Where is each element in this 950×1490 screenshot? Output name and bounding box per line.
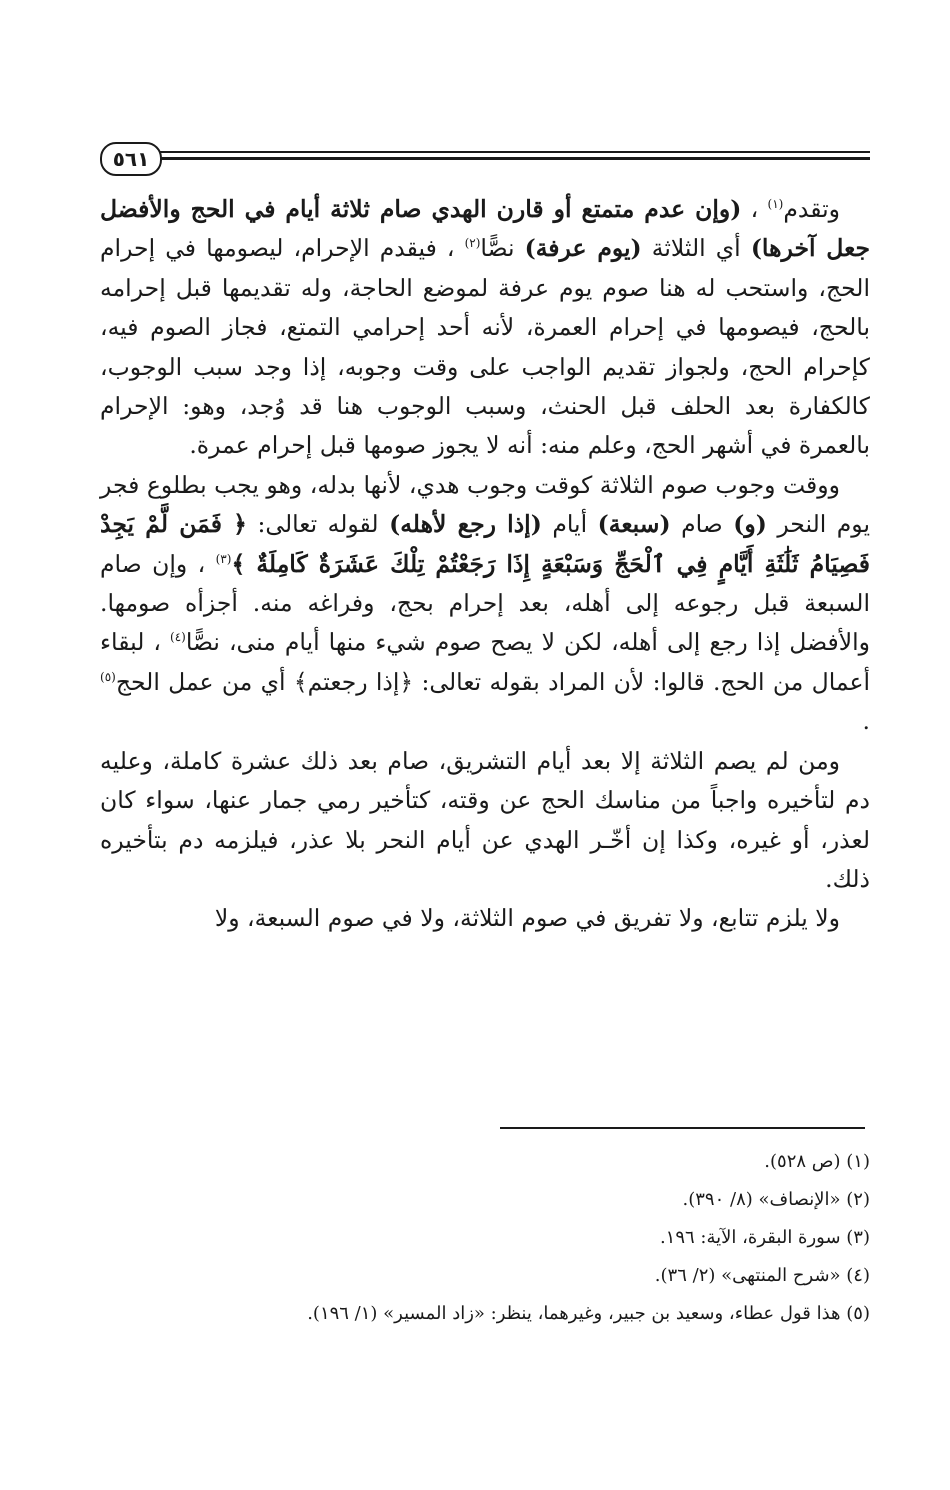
paragraph-1 (100, 190, 870, 466)
text-run: لقوله تعالى: (246, 510, 390, 539)
header-rule (158, 151, 870, 153)
footnote-2: (٢) «الإنصاف» (٨/ ٣٩٠). (682, 1189, 870, 1210)
text-run: أيام (541, 510, 598, 539)
footnotes (100, 1143, 870, 1333)
text-run: أي من عمل الحج (115, 667, 294, 696)
footnote-separator (500, 1127, 865, 1129)
text-run: ، لبقاء أعمال من الحج. قالوا: لأن المراد بقوله تعالى: (100, 628, 871, 696)
paragraph-3: ومن لم يصم الثلاثة إلا بعد أيام التشريق، صام بعد ذلك عشرة كاملة، وعليه دم لتأخيره واجباً من مناسك الحج عن وقته، كتأخير رمي جمار عنها، سواء كان لعذر، أو غيره، وكذا إن أخّـر الهدي عن أيام النحر بلا عذر، فيلزمه دم بتأخيره ذلك. (100, 746, 870, 893)
matn-bold-text: (إذا رجع لأهله) (389, 510, 542, 539)
footnote-1: (١) (ص ٥٢٨). (764, 1151, 870, 1172)
header-rule-thick (158, 157, 870, 160)
matn-bold-text: (يوم عرفة) (524, 234, 642, 263)
text-run: ووقت وجوب صوم الثلاثة كوقت وجوب هدي، لأنها بدله، وهو يجب بطلوع فجر يوم النحر (100, 470, 870, 539)
paragraph-4: ولا يلزم تتابع، ولا تفريق في صوم الثلاثة، ولا في صوم السبعة، ولا (214, 904, 840, 933)
text-run: أي الثلاثة (641, 234, 751, 263)
matn-bold-text: (وإن عدم متمتع أو قارن الهدي صام ثلاثة أيام في الحج والأفضل جعل آخرها) (100, 195, 870, 263)
footnote-marker: (٣) (215, 551, 232, 566)
footnote-4: (٤) «شرح المنتهى» (٢/ ٣٦). (654, 1265, 870, 1286)
footnote-5: (٥) هذا قول عطاء، وسعيد بن جبير، وغيرهما، ينظر: «زاد المسير» (١/ ١٩٦). (307, 1303, 870, 1324)
quran-verse: ﴿ فَمَن لَّمْ يَجِدْ فَصِيَامُ ثَلَٰثَةِ أَيَّامٍ فِي ٱلْحَجِّ وَسَبْعَةٍ إِذَا رَجَعْتُمْ تِلْكَ عَشَرَةٌ كَامِلَةٌ ﴾ (100, 510, 871, 578)
footnote-marker: (٢) (464, 236, 481, 251)
text-run: وتقدم (783, 195, 840, 223)
footnote-marker: (٤) (170, 630, 186, 645)
text-run: ، (741, 195, 768, 223)
text-run: ، فيقدم الإحرام، ليصومها في إحرام الحج، واستحب له هنا صوم يوم عرفة لموضع الحاجة، وله تقديمها قبل إحرامه بالحج، فيصومها في إحرام العمرة، لأنه أحد إحرامي التمتع، فجاز الصوم فيه، كإحرام الحج، ولجواز تقديم الواجب على وقت وجوبه، إذا وجد سبب الوجوب، كالكفارة بعد الحلف قبل الحنث، وسبب الوجوب هنا قد وُجد، وهو: الإحرام بالعمرة في أشهر الحج، وعلم منه: أنه لا يجوز صومها قبل إحرام عمرة. (100, 234, 870, 460)
text-run: . (862, 707, 870, 736)
text-run: صام (670, 510, 734, 539)
paragraph-2 (100, 466, 870, 742)
matn-bold-text: (سبعة) (597, 510, 671, 539)
text-run: ، وإن صام السبعة قبل رجوعه إلى أهله، بعد إحرام بحج، وفراغه منه. أجزأه صومها. والأفضل إذا رجع إلى أهله، لكن لا يصح صوم شيء منها أيام منى، نصًّا (100, 549, 870, 657)
main-text (100, 190, 870, 939)
footnote-marker: (١) (767, 197, 784, 212)
page-number: ٥٦١ (100, 142, 162, 176)
matn-bold-text: (و) (733, 510, 767, 539)
text-run: نصًّا (480, 234, 525, 263)
page-header (100, 140, 870, 180)
quran-quote: ﴿إذا رجعتم﴾ (293, 667, 414, 696)
footnote-3: (٣) سورة البقرة، الآية: ١٩٦. (659, 1227, 870, 1248)
footnote-marker: (٥) (100, 670, 116, 685)
